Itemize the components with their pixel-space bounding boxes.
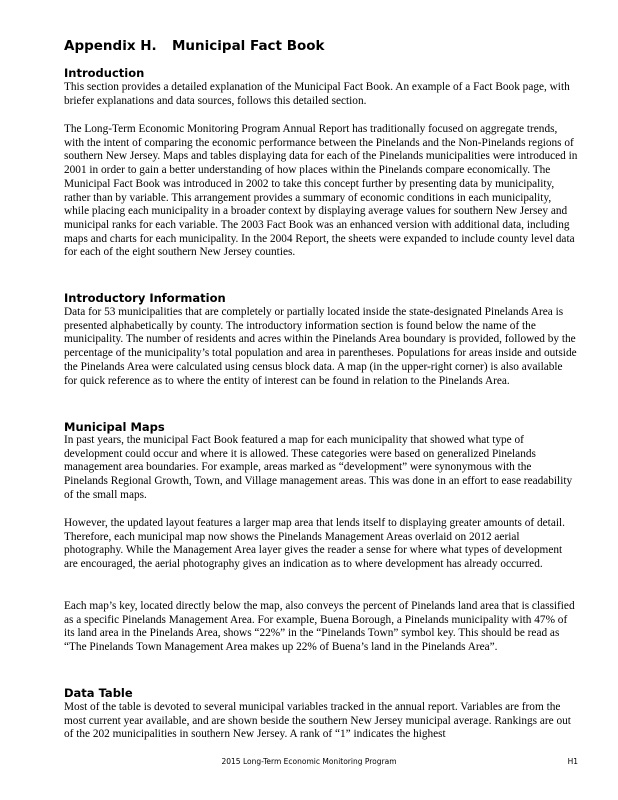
section-heading-data-table: Data Table	[64, 686, 133, 700]
data-table-paragraph: Most of the table is devoted to several municipal variables tracked in the annual report. Variables are from the most current year available, and are shown beside the southern New Jersey municipal average. Rankings are out of the 202 municipalities in southern New Jersey. A rank of “1” indicates the highest	[64, 701, 571, 741]
page-number: H1	[567, 757, 578, 766]
introductory-information-paragraph: Data for 53 municipalities that are completely or partially located inside the state-designated Pinelands Area is presented alphabetically by county. The introductory information section is found below the name of the municipality. The number of residents and acres within the Pinelands Area boundary is provided, followed by the percentage of the municipality’s total population and area in parentheses. Populations for areas inside and outside the Pinelands Area were calculated using census block data. A map (in the upper-right corner) is also available for quick reference as to where the entity of interest can be found in relation to the Pinelands Area.	[64, 306, 577, 387]
section-heading-municipal-maps: Municipal Maps	[64, 420, 165, 434]
municipal-maps-paragraph-3: Each map’s key, located directly below the map, also conveys the percent of Pinelands land area that is classified as a specific Pinelands Management Area. For example, Buena Borough, a Pinelands municipality with 47% of its land area in the Pinelands Area, shows “22%” in the “Pinelands Town” symbol key. This should be read as “The Pinelands Town Management Area makes up 22% of Buena’s land in the Pinelands Area”.	[64, 600, 575, 654]
appendix-label: Appendix H.	[64, 38, 157, 54]
introduction-paragraph-2: The Long-Term Economic Monitoring Program Annual Report has traditionally focused on aggregate trends, with the intent of comparing the economic performance between the Pinelands and the Non-Pinelands regions of southern New Jersey. Maps and tables displaying data for each of the Pinelands municipalities were introduced in 2001 in order to gain a better understanding of how places within the Pinelands compare economically. The Municipal Fact Book was introduced in 2002 to take this concept further by presenting data by municipality, rather than by variable. This arrangement provides a summary of economic conditions in each municipality, while placing each municipality in a broader context by displaying average values for southern New Jersey and municipal ranks for each variable. The 2003 Fact Book was an enhanced version with additional data, including maps and charts for each municipality. In the 2004 Report, the sheets were expanded to include county level data for each of the eight southern New Jersey counties.	[64, 123, 578, 259]
page-footer-title: 2015 Long-Term Economic Monitoring Program	[221, 757, 397, 766]
section-heading-introductory-information: Introductory Information	[64, 291, 226, 305]
appendix-heading: Municipal Fact Book	[172, 38, 325, 54]
introduction-paragraph-1: This section provides a detailed explanation of the Municipal Fact Book. An example of a Fact Book page, with briefer explanations and data sources, follows this detailed section.	[64, 81, 570, 107]
municipal-maps-paragraph-2: However, the updated layout features a larger map area that lends itself to displaying greater amounts of detail. Therefore, each municipal map now shows the Pinelands Management Areas overlaid on 2012 aerial photography. While the Management Area layer gives the reader a sense for where what types of development are encouraged, the aerial photography gives an indication as to where development has already occurred.	[64, 517, 565, 571]
municipal-maps-paragraph-1: In past years, the municipal Fact Book featured a map for each municipality that showed what type of development could occur and where it is allowed. These categories were based on generalized Pinelands management area boundaries. For example, areas marked as “development” were synonymous with the Pinelands Regional Growth, Town, and Village management areas. This was done in an effort to ease readability of the small maps.	[64, 434, 573, 501]
appendix-title	[64, 38, 325, 54]
section-heading-introduction: Introduction	[64, 66, 145, 80]
